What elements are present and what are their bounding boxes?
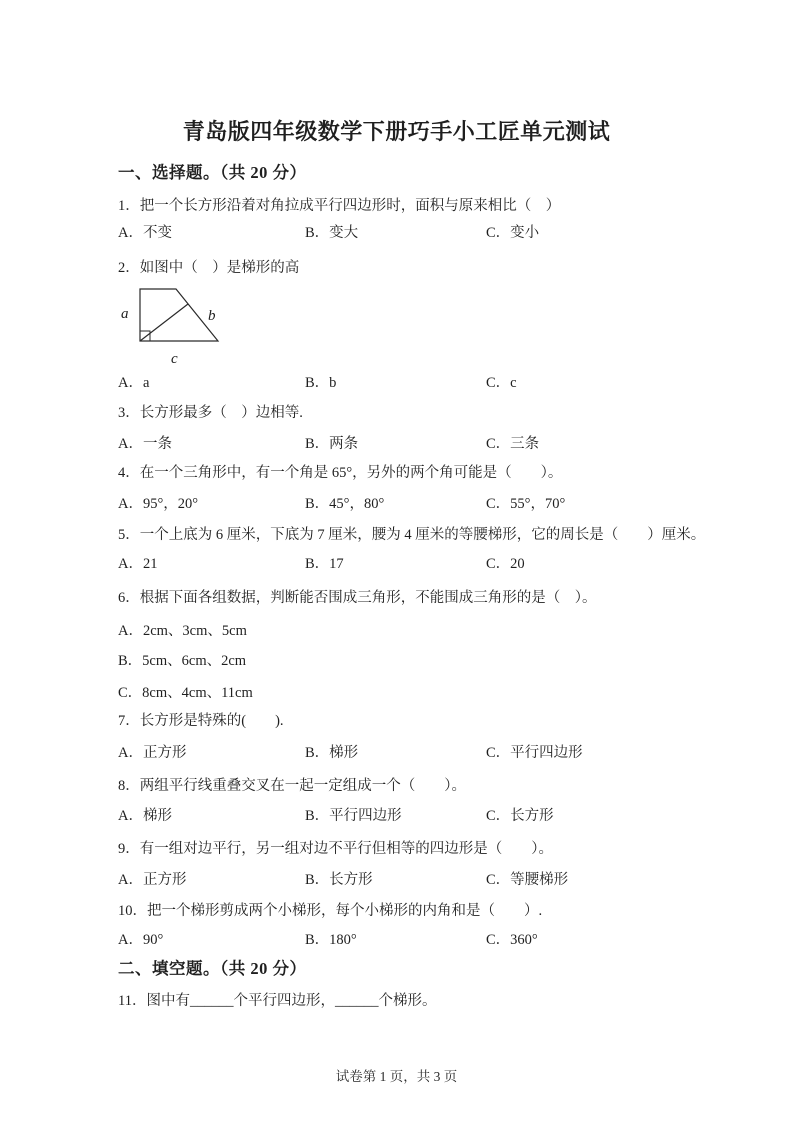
question-9-text: 9．有一组对边平行，另一组对边不平行但相等的四边形是（ ）。 xyxy=(118,841,553,857)
question-9-option-a: A．正方形 xyxy=(118,872,187,888)
question-3-text: 3．长方形最多（ ）边相等. xyxy=(118,405,303,421)
trapezoid-outline xyxy=(140,289,218,341)
figure-label-c: c xyxy=(171,351,178,367)
question-8-option-a: A．梯形 xyxy=(118,808,172,824)
trapezoid-figure xyxy=(116,284,238,370)
figure-label-a: a xyxy=(121,306,129,322)
question-8-options xyxy=(118,806,693,826)
question-1-text: 1．把一个长方形沿着对角拉成平行四边形时，面积与原来相比（ ） xyxy=(118,198,561,214)
question-11-text: 11．图中有______个平行四边形，______个梯形。 xyxy=(118,993,437,1009)
question-10-option-c: C．360° xyxy=(486,932,538,948)
question-5-option-c: C．20 xyxy=(486,556,525,572)
question-7-option-a: A．正方形 xyxy=(118,745,187,761)
section-one-heading: 一、选择题。（共 20 分） xyxy=(118,163,307,182)
question-1-option-c: C．变小 xyxy=(486,225,540,241)
question-1-option-b: B．变大 xyxy=(305,225,359,241)
question-1-option-a: A．不变 xyxy=(118,225,172,241)
question-3-option-a: A．一条 xyxy=(118,436,172,452)
question-4-options xyxy=(118,494,693,514)
question-10-option-b: B．180° xyxy=(305,932,357,948)
question-6-text: 6．根据下面各组数据，判断能否围成三角形，不能围成三角形的是（ ）。 xyxy=(118,590,597,606)
question-3-option-c: C．三条 xyxy=(486,436,540,452)
question-10-options xyxy=(118,930,693,950)
question-2-options xyxy=(118,373,693,393)
question-8-option-c: C．长方形 xyxy=(486,808,554,824)
question-4-option-b: B．45°，80° xyxy=(305,496,385,512)
trapezoid-diagonal-line xyxy=(140,304,188,341)
question-9-option-b: B．长方形 xyxy=(305,872,373,888)
figure-label-b: b xyxy=(208,308,216,324)
question-4-option-a: A．95°，20° xyxy=(118,496,199,512)
question-7-text: 7．长方形是特殊的( ). xyxy=(118,713,284,729)
question-2-text: 2．如图中（ ）是梯形的高 xyxy=(118,260,300,276)
question-6-option-b: B．5cm、6cm、2cm xyxy=(118,653,247,669)
question-2-option-a: A．a xyxy=(118,375,150,391)
question-8-option-b: B．平行四边形 xyxy=(305,808,402,824)
question-8-text: 8．两组平行线重叠交叉在一起一定组成一个（ ）。 xyxy=(118,778,466,794)
question-9-options xyxy=(118,870,693,890)
page-title: 青岛版四年级数学下册巧手小工匠单元测试 xyxy=(182,119,611,144)
page-footer: 试卷第 1 页，共 3 页 xyxy=(335,1069,458,1084)
question-6-option-a: A．2cm、3cm、5cm xyxy=(118,623,247,639)
question-5-option-b: B．17 xyxy=(305,556,344,572)
question-7-option-b: B．梯形 xyxy=(305,745,359,761)
question-4-text: 4．在一个三角形中，有一个角是 65°，另外的两个角可能是（ ）。 xyxy=(118,465,563,481)
question-5-text: 5．一个上底为 6 厘米，下底为 7 厘米，腰为 4 厘米的等腰梯形，它的周长是（ ）厘米。 xyxy=(118,527,706,543)
question-3-option-b: B．两条 xyxy=(305,436,359,452)
question-3-options xyxy=(118,434,693,454)
question-2-option-c: C．c xyxy=(486,375,517,391)
question-1-options xyxy=(118,223,693,243)
question-10-text: 10．把一个梯形剪成两个小梯形，每个小梯形的内角和是（ ）. xyxy=(118,903,543,919)
question-9-option-c: C．等腰梯形 xyxy=(486,872,569,888)
question-5-option-a: A．21 xyxy=(118,556,158,572)
question-6-option-c: C．8cm、4cm、11cm xyxy=(118,685,253,701)
question-2-option-b: B．b xyxy=(305,375,337,391)
question-10-option-a: A．90° xyxy=(118,932,164,948)
question-4-option-c: C．55°，70° xyxy=(486,496,566,512)
question-7-options xyxy=(118,743,693,763)
question-5-options xyxy=(118,554,693,574)
question-7-option-c: C．平行四边形 xyxy=(486,745,583,761)
section-two-heading: 二、填空题。（共 20 分） xyxy=(118,959,307,978)
